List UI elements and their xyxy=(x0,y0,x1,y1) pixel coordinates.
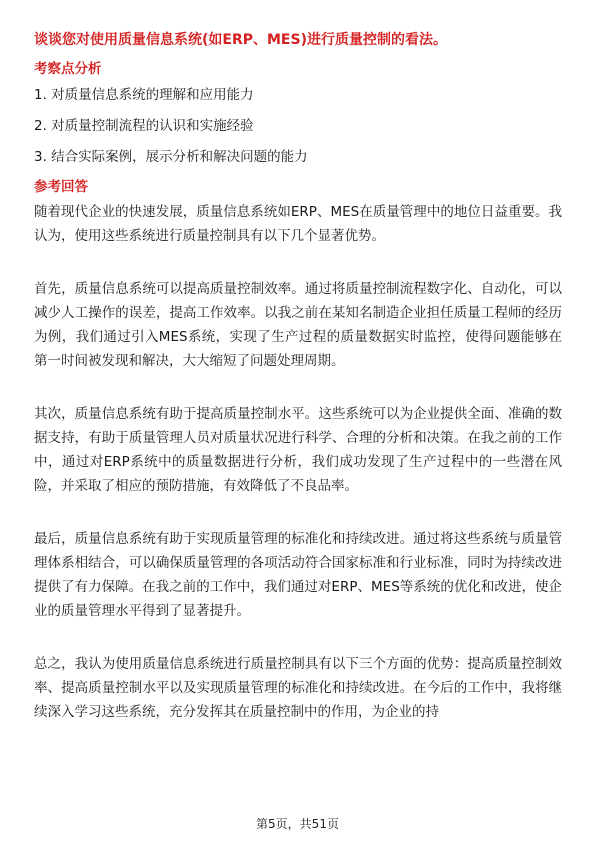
answer-paragraph: 最后，质量信息系统有助于实现质量管理的标准化和持续改进。通过将这些系统与质量管理体系相结合，可以确保质量管理的各项活动符合国家标准和行业标准，同时为持续改进提供了有力保障。在我之前的工作中，我们通过对ERP、MES等系统的优化和改进，使企业的质量管理水平得到了显著提升。 xyxy=(34,531,562,619)
analysis-point: 3. 结合实际案例，展示分析和解决问题的能力 xyxy=(34,149,308,165)
document-page xyxy=(34,30,562,753)
answer-paragraph: 首先，质量信息系统可以提高质量控制效率。通过将质量控制流程数字化、自动化，可以减少人工操作的误差，提高工作效率。以我之前在某知名制造企业担任质量工程师的经历为例，我们通过引入MES系统，实现了生产过程的质量数据实时监控，使得问题能够在第一时间被发现和解决，大大缩短了问题处理周期。 xyxy=(34,281,562,369)
question-title: 谈谈您对使用质量信息系统(如ERP、MES)进行质量控制的看法。 xyxy=(34,32,447,48)
analysis-heading: 考察点分析 xyxy=(34,61,102,77)
answer-paragraph: 其次，质量信息系统有助于提高质量控制水平。这些系统可以为企业提供全面、准确的数据支持，有助于质量管理人员对质量状况进行科学、合理的分析和决策。在我之前的工作中，通过对ERP系统中的质量数据进行分析，我们成功发现了生产过程中的一些潜在风险，并采取了相应的预防措施，有效降低了不良品率。 xyxy=(34,406,562,494)
analysis-point: 2. 对质量控制流程的认识和实施经验 xyxy=(34,118,254,134)
page-number: 第5页，共51页 xyxy=(256,817,339,831)
answer-heading: 参考回答 xyxy=(34,179,88,195)
answer-body xyxy=(34,200,562,724)
analysis-point: 1. 对质量信息系统的理解和应用能力 xyxy=(34,87,254,103)
answer-paragraph: 随着现代企业的快速发展，质量信息系统如ERP、MES在质量管理中的地位日益重要。我认为，使用这些系统进行质量控制具有以下几个显著优势。 xyxy=(34,204,562,244)
answer-paragraph: 总之，我认为使用质量信息系统进行质量控制具有以下三个方面的优势：提高质量控制效率、提高质量控制水平以及实现质量管理的标准化和持续改进。在今后的工作中，我将继续深入学习这些系统，充分发挥其在质量控制中的作用，为企业的持 xyxy=(34,656,562,720)
analysis-list xyxy=(34,85,562,167)
